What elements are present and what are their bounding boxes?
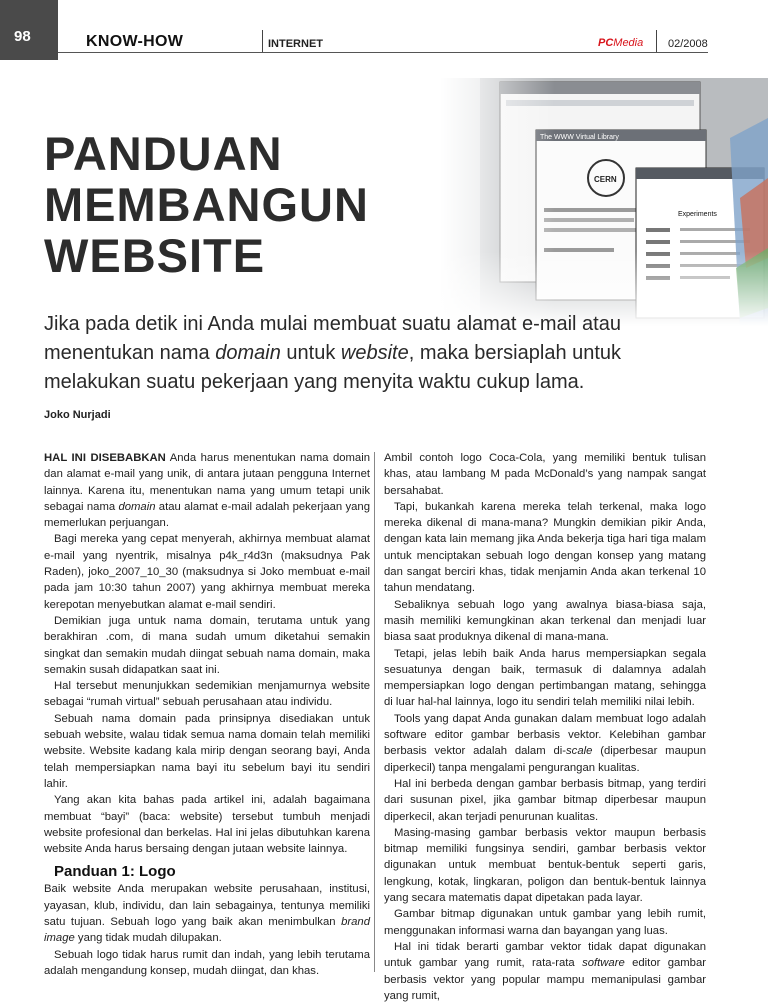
topic-label: INTERNET [268,38,323,50]
emphasis: domain [118,500,156,513]
title-line: PANDUAN [44,127,283,180]
paragraph: Masing-masing gambar berbasis vektor maupun berbasis bitmap memiliki fungsinya sendiri, gambar berbasis vektor digunakan untuk membuat bentuk-bentuk seperti garis, lengkung, kotak, lingkaran, poligon dan bentuk-bentuk lainnya yang secara matematis dapat dipetakan pada layar. [384,826,706,905]
lead-in-text: HAL INI DISEBABKAN [44,452,166,464]
subheading: Panduan 1: Logo [54,863,176,881]
paragraph: Tapi, bukankah karena mereka telah terkenal, maka logo mereka dikenal di mana-mana? Mungkin demikian pikir Anda, dengan kata lain memang jika Anda bekerja tiga hari tiga malam untuk menciptakan sebuah logo dengan konsep yang matang dan sangat berciri khas, tidak menjamin Anda akan terkenal 10 tahun mendatang. [384,500,706,595]
paragraph: Yang akan kita bahas pada artikel ini, adalah bagaimana membuat “bayi” (baca: website) tersebut tumbuh menjadi website profesional dan berkelas. Hal ini jelas dibutuhkan karena website Anda harus bersaing dengan jutaan website lainnya. [44,794,370,856]
paragraph-text: Anda harus menentukan nama domain dan alamat e-mail yang unik, di antara jutaan pengguna Internet lainnya. Karena itu, menentukan nama yang umum tetapi unik sebagai nama [44,452,370,513]
left-column [44,450,370,979]
paragraph-text: yang tidak mudah dilupakan. [74,932,222,945]
title-line: MEMBANGUN [44,178,369,231]
page-number-text: 98 [14,28,31,45]
paragraph-text: atau alamat e-mail adalah pekerjaan yang memerlukan perjuangan. [44,500,370,530]
paragraph-text: editor gambar berbasis vektor yang popular mampu memanipulasi gambar yang rumit, [384,957,706,1002]
column-divider [374,452,375,972]
paragraph: Sebuah logo tidak harus rumit dan indah, yang lebih terutama adalah mengandung konsep, mudah diingat, dan khas. [44,948,370,977]
header-divider [262,30,263,52]
paragraph-text: (diperbesar maupun diperkecil) tanpa mengalami pengurangan kualitas. [384,745,707,774]
paragraph: Sebaliknya sebuah logo yang awalnya biasa-biasa saja, masih memiliki kemungkinan akan terkenal dan menjadi luar biasa saat produknya dikenal di mana-mana. [384,598,706,644]
paragraph [384,711,706,776]
right-column [384,450,706,1004]
brand-logo [598,37,643,49]
paragraph: Sebuah nama domain pada prinsipnya disediakan untuk sebuah website, walau tidak semua nama domain telah memiliki website. Website kadang kala mirip dengan seorang bayi, Anda telah mempersiapkan nama bayi itu sebelum bayi itu sendiri lahir. [44,712,370,790]
lead-emphasis: domain [215,342,281,364]
title-line: WEBSITE [44,229,266,282]
lead-text: Jika pada detik ini Anda mulai membuat suatu alamat e-mail atau menentukan nama [44,313,621,364]
header-divider [656,30,657,52]
page-number [0,0,58,60]
header-rule [58,52,708,53]
paragraph: Tetapi, jelas lebih baik Anda harus mempersiapkan segala sesuatunya dengan baik, termasuk di dalamnya adalah mempersiapkan logo dengan pertimbangan matang, sehingga di luar hal-hal lainnya, logo itu sendiri telah memiliki nilai lebih. [384,647,706,709]
lead-text: untuk [280,342,341,364]
section-label: KNOW-HOW [86,33,184,50]
brand-pc: PC [598,37,614,49]
paragraph [44,881,370,946]
lead-text: , maka bersiaplah untuk melakukan suatu pekerjaan yang menyita waktu cukup lama. [44,342,622,393]
brand-media: Media [613,37,644,49]
paragraph: Hal tersebut menunjukkan sedemikian menjamurnya website sebagai “rumah virtual” sebuah perusahaan atau individu. [44,680,370,709]
issue-date: 02/2008 [668,38,708,50]
lead-emphasis: website [340,342,409,364]
page-header [0,0,768,60]
paragraph-text: Tools yang dapat Anda gunakan dalam membuat logo adalah software editor gambar berbasis vektor. Kelebihan gambar berbasis vektor adalah dalam di- [384,712,706,758]
paragraph-text: Baik website Anda merupakan website perusahaan, institusi, yayasan, klub, individu, dan lain sebagainya, tentunya memiliki satu tujuan. Sebuah logo yang baik akan menimbulkan [44,883,370,929]
paragraph: Demikian juga untuk nama domain, terutama untuk yang berakhiran .com, di mana sudah umum diketahui semakin singkat dan semakin mudah diingat sebuah nama domain, maka semakin susah didapatkan saat ini. [44,614,370,676]
hero-screenshot-image [440,78,768,326]
emphasis: brand image [44,916,370,945]
paragraph: Ambil contoh logo Coca-Cola, yang memiliki bentuk tulisan khas, atau lambang M pada McDonald’s yang nampak sangat bersahabat. [384,452,706,497]
article-lead [44,310,684,397]
paragraph: Gambar bitmap digunakan untuk gambar yang lebih rumit, menggunakan informasi warna dan bayangan yang luas. [384,908,706,937]
paragraph: Hal ini berbeda dengan gambar berbasis bitmap, yang terdiri dari susunan pixel, jika gambar bitmap diperbesar maupun diperkecil, akan terjadi penurunan kualitas. [384,777,706,823]
paragraph: Bagi mereka yang cepat menyerah, akhirnya membuat alamat e-mail yang nyentrik, misalnya p4k_r4d3n (maksudnya Pak Raden), joko_2007_10_30 (maksudnya si Joko membuat e-mail pada jam 10:30 tahun 2007) yang akhirnya membuat mereka kerepotan menyebutkan alamat e-mail sendiri. [44,533,370,611]
article-title [44,128,464,281]
author-byline: Joko Nurjadi [44,409,111,421]
emphasis: scale [566,745,593,758]
emphasis: software [582,957,625,970]
paragraph-text: Hal ini tidak berarti gambar vektor tidak dapat digunakan untuk gambar yang rumit, rata-rata [384,940,706,970]
paragraph [384,939,706,1004]
paragraph [44,450,370,531]
